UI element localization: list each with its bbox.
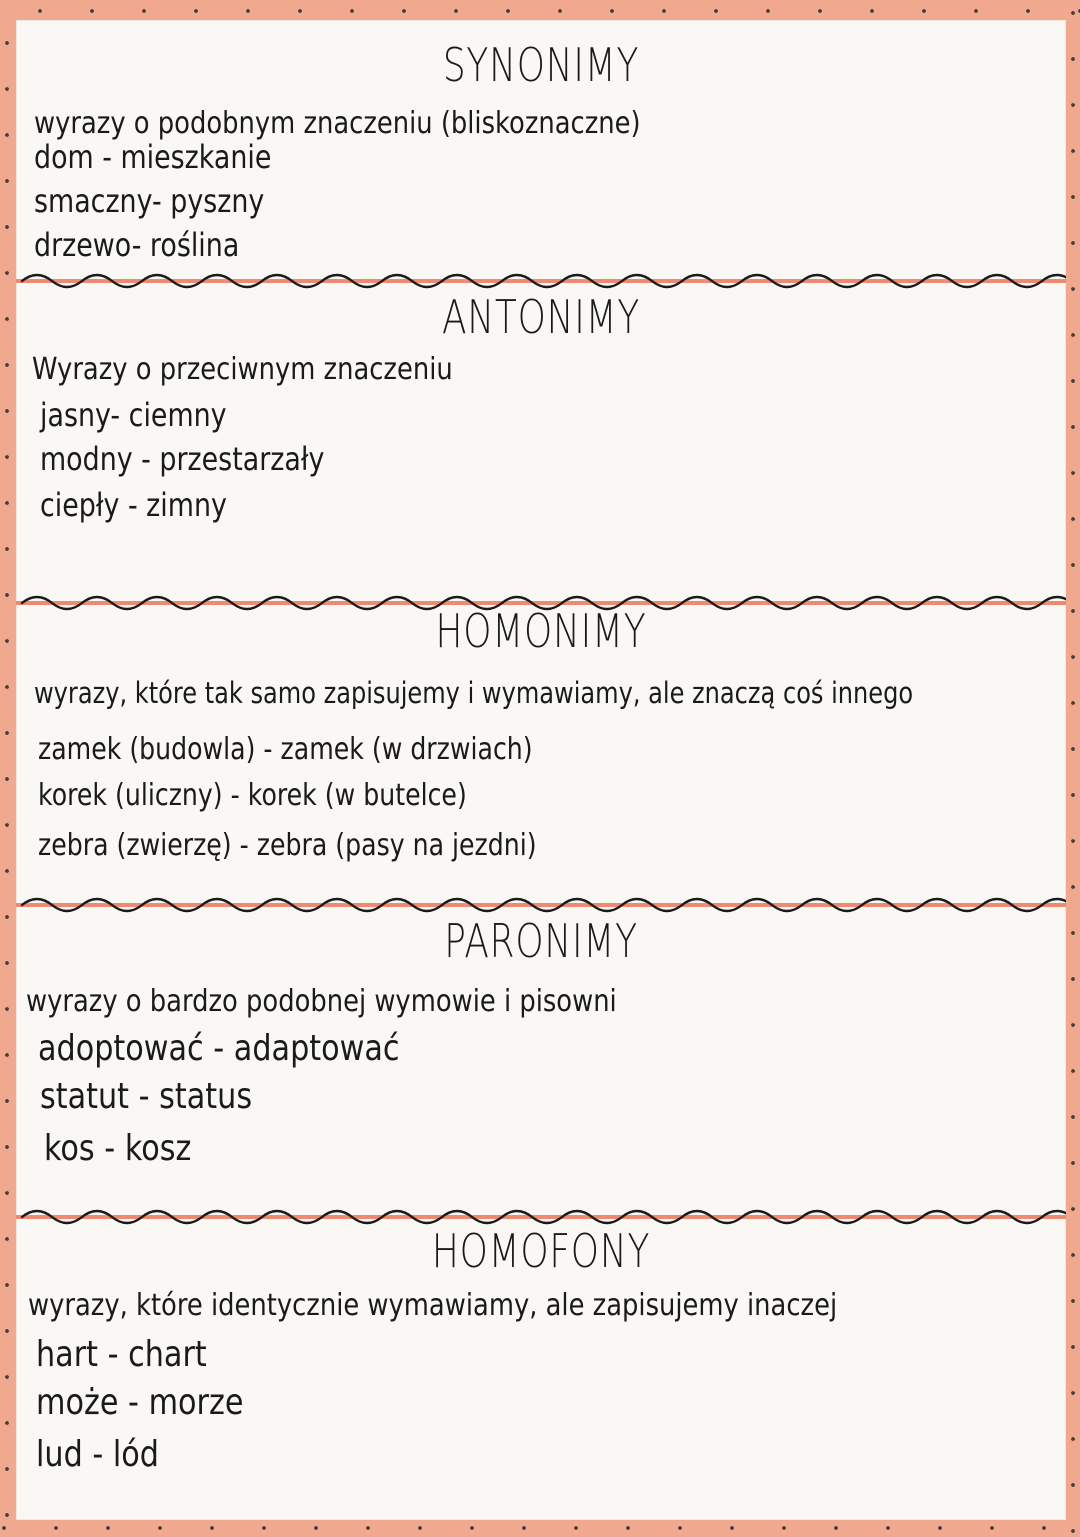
example-item: adoptować - adaptować [38, 1028, 400, 1069]
example-item: może - morze [36, 1382, 244, 1423]
example-item: lud - lód [36, 1434, 160, 1475]
section-definition: wyrazy o podobnym znaczeniu (bliskoznaczne) [34, 106, 641, 141]
example-item: ciepły - zimny [40, 486, 227, 524]
section-definition: wyrazy o bardzo podobnej wymowie i pisowni [26, 984, 617, 1019]
example-item: dom - mieszkanie [34, 138, 272, 176]
section-title: HOMONIMY [435, 604, 647, 658]
example-item: kos - kosz [44, 1128, 192, 1169]
section-title: SYNONIMY [442, 38, 640, 92]
section-definition: wyrazy, które identycznie wymawiamy, ale zapisujemy inaczej [28, 1288, 838, 1323]
section-definition: wyrazy, które tak samo zapisujemy i wymawiamy, ale znaczą coś innego [34, 676, 914, 710]
example-item: smaczny- pyszny [34, 182, 265, 220]
example-item: zamek (budowla) - zamek (w drzwiach) [38, 732, 533, 767]
section-title: ANTONIMY [441, 290, 641, 344]
example-item: statut - status [40, 1076, 253, 1117]
example-item: modny - przestarzały [40, 440, 325, 478]
note-page [16, 20, 1066, 1520]
example-item: hart - chart [36, 1334, 207, 1375]
section-definition: Wyrazy o przeciwnym znaczeniu [32, 352, 453, 387]
section-title: HOMOFONY [431, 1224, 651, 1278]
section-title: PARONIMY [444, 914, 638, 968]
example-item: zebra (zwierzę) - zebra (pasy na jezdni) [38, 828, 537, 863]
example-item: korek (uliczny) - korek (w butelce) [38, 778, 467, 813]
example-item: drzewo- roślina [34, 226, 240, 264]
example-item: jasny- ciemny [40, 396, 227, 434]
